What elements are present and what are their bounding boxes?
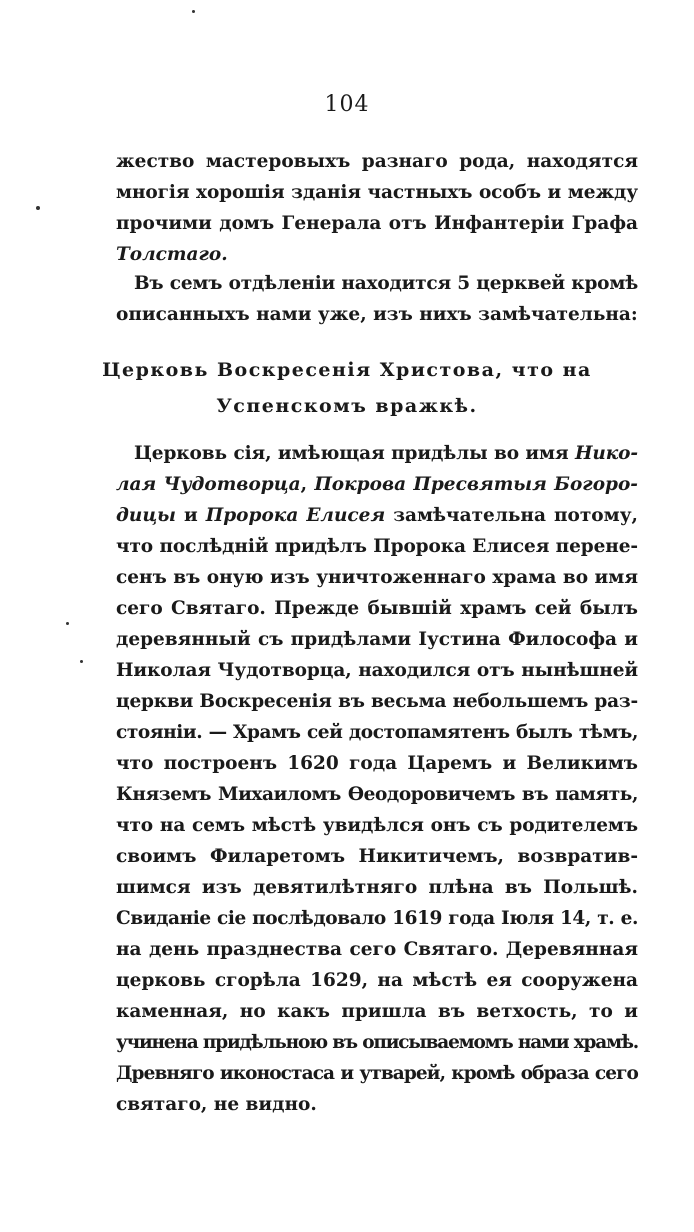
text-line: Древняго иконостаса и утварей, кромѣ образа сего: [116, 1063, 638, 1084]
text-line: жество мастеровыхъ разнаго рода, находятся: [116, 151, 638, 172]
text-line: церковь сгорѣла 1629, на мѣстѣ ея сооружена: [116, 970, 638, 991]
text-run: Церковь сія, имѣющая придѣлы во имя: [134, 443, 576, 464]
text-line: [116, 500, 638, 531]
heading-line: Успенскомъ вражкѣ.: [216, 395, 478, 417]
heading-line: Церковь Воскресенія Христова, что на: [102, 359, 592, 381]
text-run: Нико-: [575, 443, 638, 464]
paragraph-intro: [116, 268, 638, 330]
section-heading: [0, 352, 694, 424]
text-line: Николая Чудотворца, находился отъ нынѣшней: [116, 660, 638, 681]
text-line: что построенъ 1620 года Царемъ и Великимъ: [116, 753, 638, 774]
text-line: учинена придѣльною въ описываемомъ нами храмѣ.: [116, 1032, 638, 1053]
text-run: Пророка Елисея: [205, 505, 386, 526]
scan-speck: [66, 622, 69, 625]
text-line: на день празднества сего Святаго. Деревянная: [116, 939, 638, 960]
text-line: сего Святаго. Прежде бывшій храмъ сей былъ: [116, 598, 638, 619]
text-line: [116, 438, 638, 469]
text-line: многія хорошія зданія частныхъ особъ и между: [116, 182, 638, 203]
text-line: [116, 469, 638, 500]
text-run: лая Чудотворца: [116, 474, 301, 495]
text-line: святаго, не видно.: [116, 1094, 317, 1115]
text-line: церкви Воскресенія въ весьма небольшемъ раз-: [116, 691, 638, 712]
text-run: замѣчательна потому,: [385, 505, 638, 526]
text-line: описанныхъ нами уже, изъ нихъ замѣчательна:: [116, 304, 638, 325]
scan-speck: [36, 206, 40, 210]
text-line: Въ семъ отдѣленіи находится 5 церквей кромѣ: [134, 273, 638, 294]
scan-speck: [80, 660, 83, 663]
text-line: Толстаго.: [116, 244, 228, 265]
text-line: Свиданіе сіе послѣдовало 1619 года Іюля 14, т. е.: [116, 908, 638, 929]
paragraph-main: [116, 438, 638, 1120]
text-line: что послѣдній придѣлъ Пророка Елисея перене-: [116, 536, 638, 557]
text-line: шимся изъ девятилѣтняго плѣна въ Польшѣ.: [116, 877, 638, 898]
text-line: стояніи. — Храмъ сей достопамятенъ былъ тѣмъ,: [116, 722, 638, 743]
scan-speck: [192, 10, 195, 13]
text-line: Княземъ Михаиломъ Ѳеодоровичемъ въ память,: [116, 784, 638, 805]
text-run: Покрова Пресвятыя Богоро-: [314, 474, 638, 495]
text-run: и: [176, 505, 206, 526]
text-line: прочими домъ Генерала отъ Инфантеріи Графа: [116, 213, 638, 234]
text-line: каменная, но какъ пришла въ ветхость, то и: [116, 1001, 638, 1022]
text-line: что на семъ мѣстѣ увидѣлся онъ съ родителемъ: [116, 815, 638, 836]
page-number: 104: [324, 92, 370, 117]
paragraph-continuation: [116, 146, 638, 270]
text-run: дицы: [116, 505, 176, 526]
text-line: деревянный съ придѣлами Іустина Философа и: [116, 629, 638, 650]
text-run: ,: [300, 474, 315, 495]
text-line: своимъ Филаретомъ Никитичемъ, возвратив-: [116, 846, 638, 867]
text-line: сенъ въ оную изъ уничтоженнаго храма во имя: [116, 567, 638, 588]
